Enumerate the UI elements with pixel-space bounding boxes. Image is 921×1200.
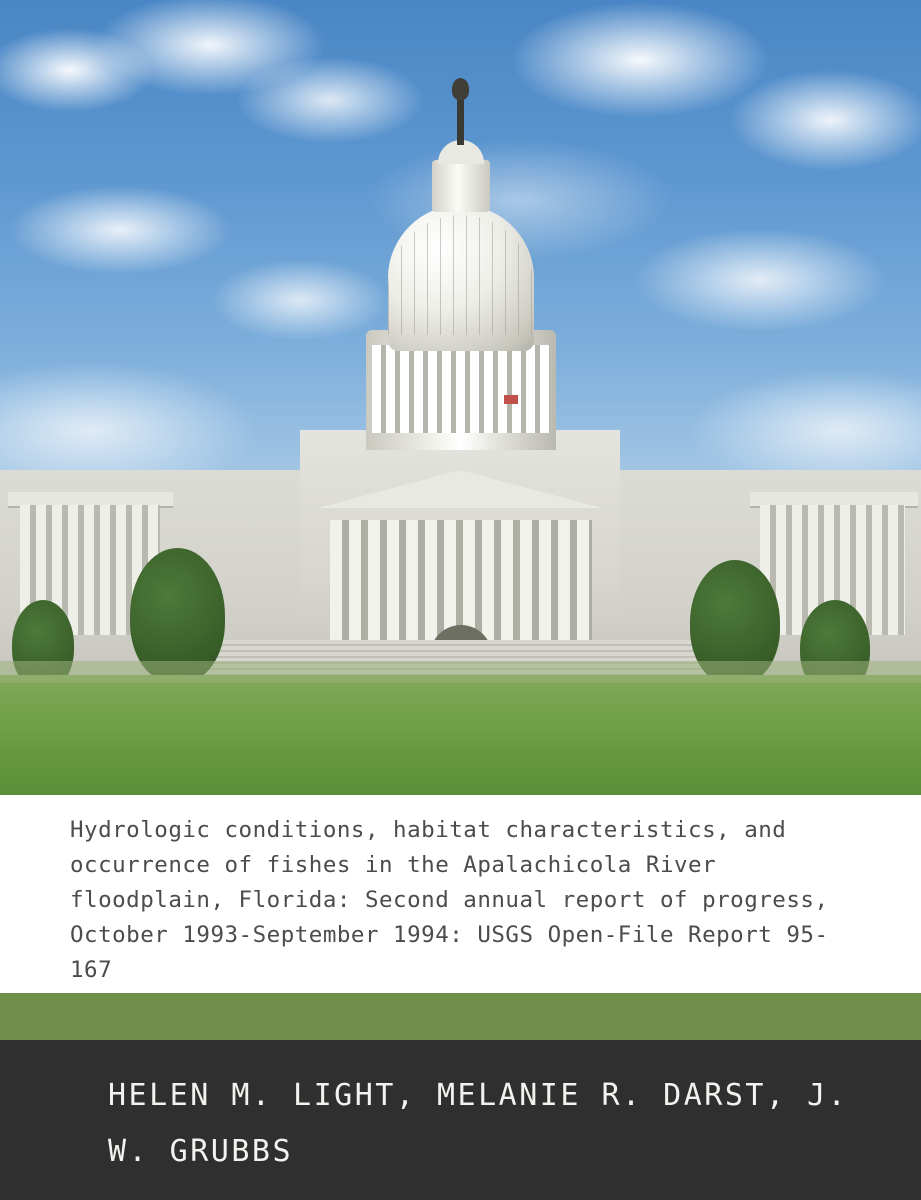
statue-of-freedom-base [457, 95, 464, 145]
book-title: Hydrologic conditions, habitat characteristics, and occurrence of fishes in the Apalachicola River floodplain, Florida: Second annual report of progress, October 1993-September 1994: USGS Open-File Report 95-167 [70, 817, 829, 983]
capitol-dome-drum-columns [372, 345, 550, 433]
author-band [0, 1040, 921, 1200]
accent-divider [0, 993, 921, 1040]
lawn [0, 675, 921, 795]
statue-of-freedom [452, 78, 469, 100]
us-flag-icon [504, 395, 518, 404]
capitol-center-colonnade [330, 520, 592, 640]
title-band [0, 795, 921, 993]
capitol-pediment [318, 470, 602, 508]
book-authors: HELEN M. LIGHT, MELANIE R. DARST, J. W. GRUBBS [108, 1078, 849, 1169]
capitol-tholos [432, 160, 490, 212]
